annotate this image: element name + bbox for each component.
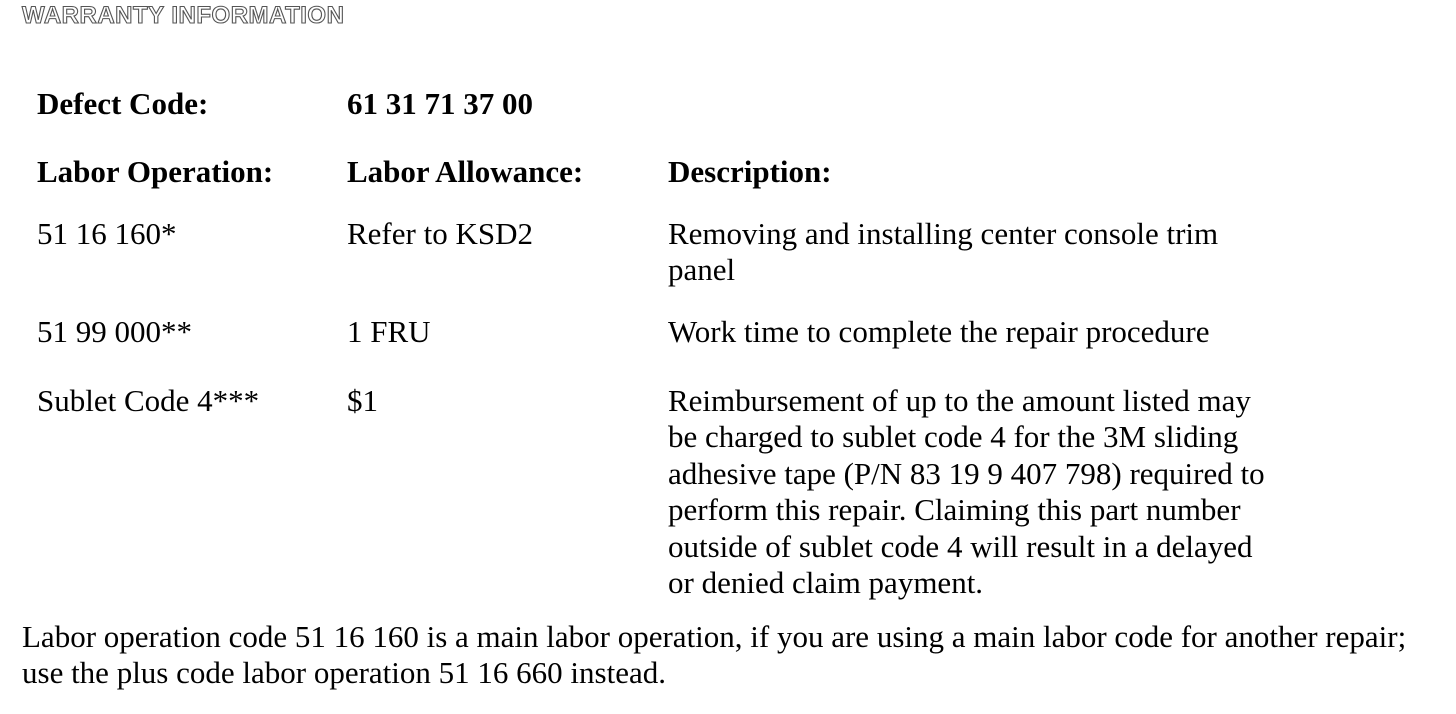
defect-code-label: Defect Code: xyxy=(37,86,209,121)
section-heading: WARRANTY INFORMATION xyxy=(22,2,345,29)
row-1-labor-operation: 51 16 160* xyxy=(37,216,177,251)
row-1-labor-allowance: Refer to KSD2 xyxy=(347,216,533,251)
row-3-labor-operation: Sublet Code 4*** xyxy=(37,383,260,418)
row-2-labor-allowance: 1 FRU xyxy=(347,314,431,349)
row-2-labor-operation: 51 99 000** xyxy=(37,314,192,349)
defect-code-value: 61 31 71 37 00 xyxy=(347,86,533,121)
footnote: Labor operation code 51 16 160 is a main labor operation, if you are using a main labor code for another repair; use the plus code labor operation 51 16 660 instead. xyxy=(22,619,1407,691)
row-3-labor-allowance: $1 xyxy=(347,383,378,418)
row-3-description: Reimbursement of up to the amount listed may be charged to sublet code 4 for the 3M sliding adhesive tape (P/N 83 19 9 407 798) required to perform this repair. Claiming this part number outside of sublet code 4 will result in a delayed or denied claim payment. xyxy=(668,383,1265,601)
row-2-description: Work time to complete the repair procedure xyxy=(668,314,1210,349)
row-1-description: Removing and installing center console trim panel xyxy=(668,216,1219,288)
labor-allowance-header: Labor Allowance: xyxy=(347,154,584,189)
description-header: Description: xyxy=(668,154,832,189)
labor-operation-header: Labor Operation: xyxy=(37,154,274,189)
